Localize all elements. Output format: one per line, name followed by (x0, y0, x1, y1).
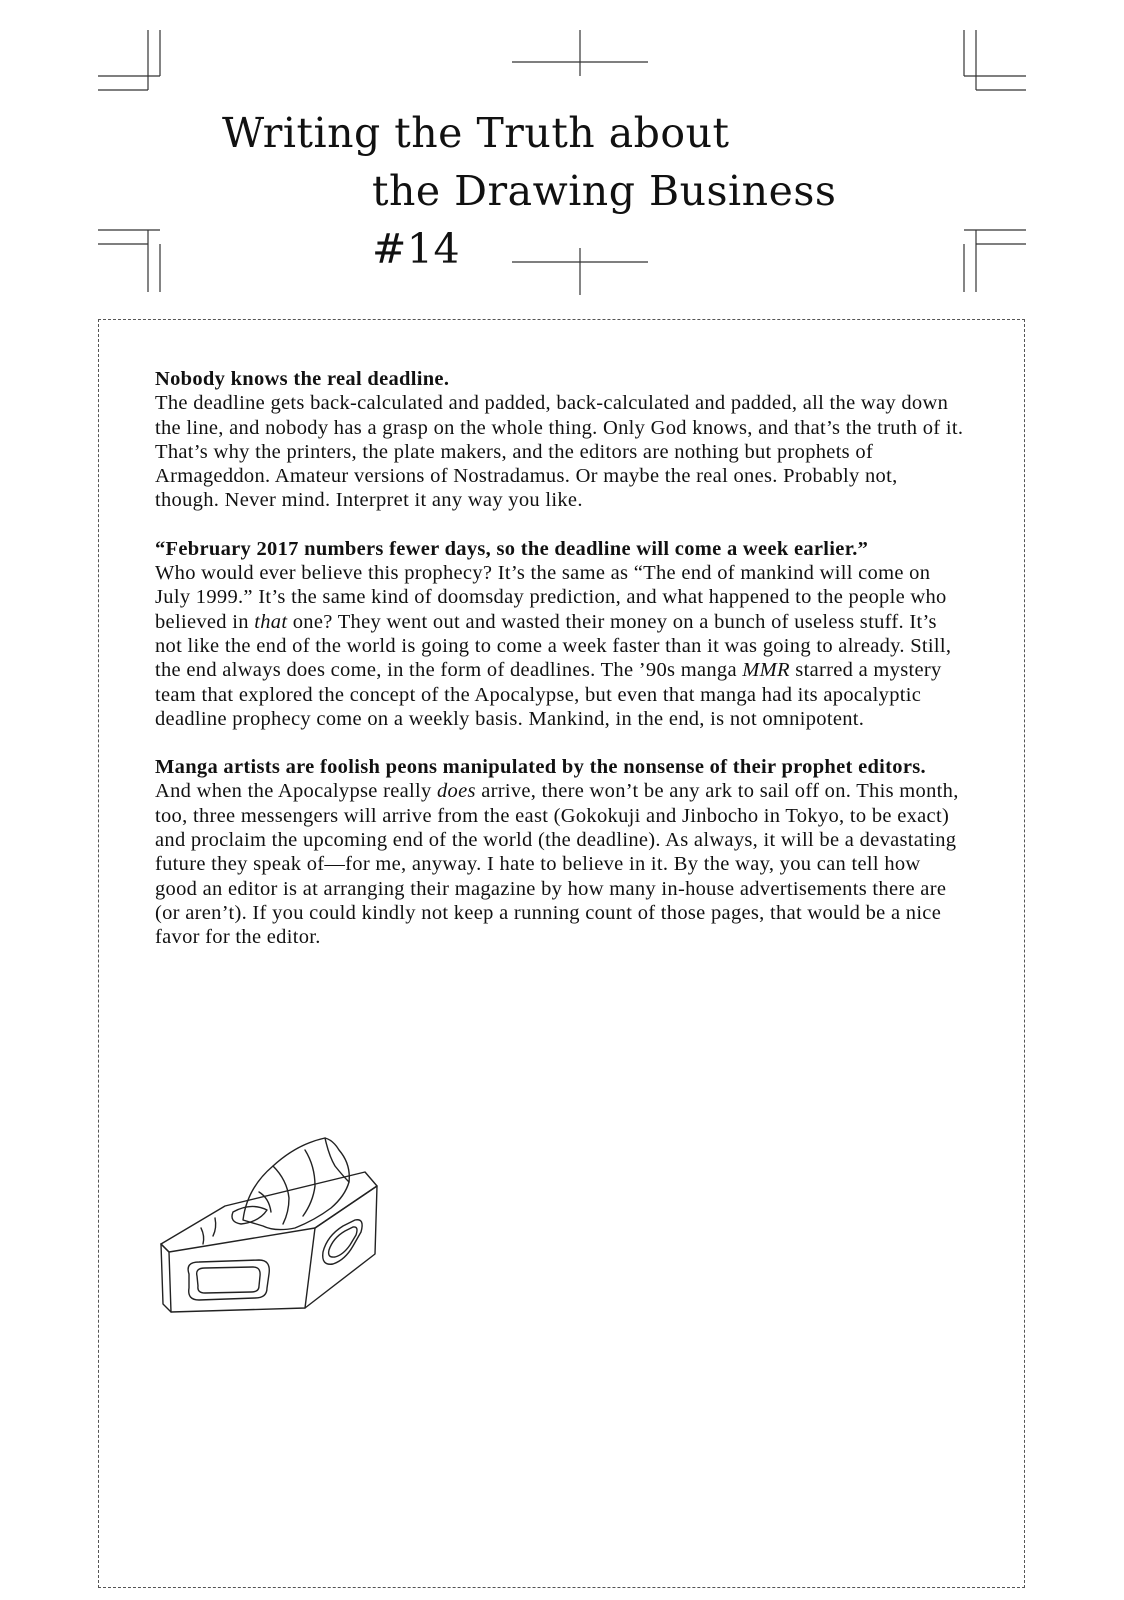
section-1 (155, 367, 965, 513)
text-run: And when the Apocalypse really (155, 780, 437, 803)
text-run: one? They went out and wasted their money on a bunch of useless stuff. It’s not like the end of the world is going to come a week faster than it was going to already. Still, the end always does come, in the form of deadlines. The ’90s manga (155, 610, 952, 682)
page-title (222, 104, 922, 278)
section-paragraph: The deadline gets back-calculated and padded, back-calculated and padded, all the way down the line, and nobody has a grasp on the whole thing. Only God knows, and that’s the truth of it. That’s why the printers, the plate makers, and the editors are nothing but prophets of Armageddon. Amateur versions of Nostradamus. Or maybe the real ones. Probably not, though. Never mind. Interpret it any way you like. (155, 392, 964, 512)
section-2 (155, 537, 965, 731)
section-paragraph (155, 561, 965, 731)
text-run: arrive, there won’t be any ark to sail off on. This month, too, three messengers will arrive from the east (Gokokuji and Jinbocho in Tokyo, to be exact) and proclaim the upcoming end of the world (the deadline). As always, it will be a devastating future they speak of—for me, anyway. I hate to believe in it. By the way, you can tell how good an editor is at arranging their magazine by how many in-house advertisements there are (or aren’t). If you could kindly not keep a running count of those pages, that would be a nice favor for the editor. (155, 780, 959, 949)
section-heading: Manga artists are foolish peons manipulated by the nonsense of their prophet editors. (155, 756, 926, 779)
section-heading: Nobody knows the real deadline. (155, 368, 450, 390)
title-line-2: the Drawing Business #14 (372, 167, 837, 273)
text-run: starred a mystery team that explored the concept of the Apocalypse, but even that manga had its apocalyptic deadline prophecy come on a weekly basis. Mankind, in the end, is not omnipotent. (155, 659, 942, 730)
tissue-box-icon (155, 1136, 395, 1316)
article-body (155, 367, 965, 974)
emphasis-title: MMR (742, 659, 790, 682)
emphasis: that (254, 610, 288, 633)
section-heading: “February 2017 numbers fewer days, so the deadline will come a week earlier.” (155, 537, 869, 560)
emphasis: does (437, 780, 476, 803)
title-line-1: Writing the Truth about (222, 109, 730, 157)
section-3 (155, 755, 965, 949)
text-run: Who would ever believe this prophecy? It’s the same as “The end of mankind will come on July 1999.” It’s the same kind of doomsday prediction, and what happened to the people who believed in (155, 562, 947, 633)
section-paragraph (155, 779, 965, 949)
